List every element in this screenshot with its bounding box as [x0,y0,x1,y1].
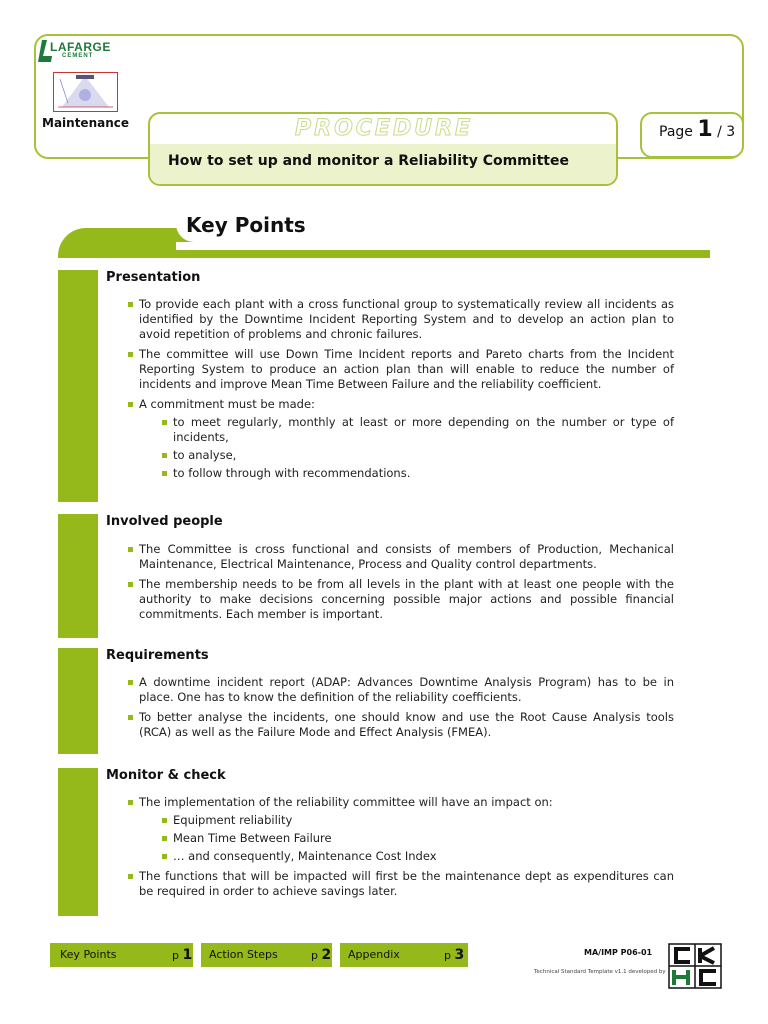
sub-list-item: … and consequently, Maintenance Cost Index [162,849,674,864]
section-marker-involved-people [58,514,98,638]
footer-page-prefix: p [444,949,451,962]
sub-list [139,415,674,481]
page-total: / 3 [717,124,736,140]
logo-text: LAFARGE [50,40,111,54]
page-current: 1 [697,117,713,142]
page-prefix: Page [659,124,693,140]
list-item: The committee will use Down Time Incident reports and Pareto charts from the Incident Reporting System to produce an action plan than will enable to reduce the number of incidents and improve Mean Time Between Failure and the reliability coefficient. [128,347,674,392]
section-heading-presentation: Presentation [106,270,201,285]
key-points-title: Key Points [186,213,306,237]
list-item [128,795,674,864]
footer-page-prefix: p [311,949,318,962]
ckc-logo [668,943,722,989]
section-heading-monitor-check: Monitor & check [106,768,226,783]
list-item: To better analyse the incidents, one should know and use the Root Cause Analysis tools (RCA) as well as the Failure Mode and Effect Analysis (FMEA). [128,710,674,740]
lafarge-logo [38,40,111,64]
document-title: How to set up and monitor a Reliability Committee [168,153,569,169]
list-item: The Committee is cross functional and consists of members of Production, Mechanical Maintenance, Electrical Maintenance, Process and Quality control departments. [128,542,674,572]
monitor-check-list [128,795,674,904]
footer-page-prefix: p [172,949,179,962]
template-note: Technical Standard Template v1.1 developed by [534,969,666,975]
list-item: A downtime incident report (ADAP: Advances Downtime Analysis Program) has to be in place. One has to know the definition of the reliability coefficients. [128,675,674,705]
section-marker-presentation [58,270,98,502]
footer-page-appendix[interactable] [444,943,464,967]
presentation-list [128,297,674,486]
sub-list [139,813,674,864]
footer-page-number: 1 [182,947,193,963]
footer-tab-action-steps[interactable]: Action Steps [209,948,278,961]
sub-list-item: Mean Time Between Failure [162,831,674,846]
sub-list-item: Equipment reliability [162,813,674,828]
sub-list-item: to follow through with recommendations. [162,466,674,481]
section-marker-monitor-check [58,768,98,916]
footer-tab-key-points[interactable]: Key Points [60,948,117,961]
key-points-bar-gap [176,242,710,250]
footer-page-key-points[interactable] [172,943,192,967]
requirements-list [128,675,674,745]
footer-nav [50,943,468,967]
department-label: Maintenance [42,116,130,130]
section-heading-requirements: Requirements [106,648,209,663]
list-item [128,397,674,481]
list-item-text: The implementation of the reliability committee will have an impact on: [139,795,553,809]
ckc-logo-icon [668,943,722,989]
footer-tab-appendix[interactable]: Appendix [348,948,400,961]
footer-page-number: 2 [321,947,332,963]
section-heading-involved-people: Involved people [106,514,223,529]
footer-page-action-steps[interactable] [311,943,331,967]
logo-subtext: CEMENT [62,53,94,59]
footer-page-number: 3 [454,947,465,963]
procedure-watermark: PROCEDURE [295,116,474,141]
page-indicator [659,117,735,142]
list-item: To provide each plant with a cross functional group to systematically review all incidents as identified by the Downtime Incident Reporting System and to develop an action plan to avoid repetition of problems and chronic failures. [128,297,674,342]
sub-list-item: to meet regularly, monthly at least or more depending on the number or type of incidents, [162,415,674,445]
footer-divider [332,943,340,967]
maintenance-cycle-icon [54,73,117,111]
list-item-text: A commitment must be made: [139,397,315,411]
list-item: The membership needs to be from all levels in the plant with at least one people with the authority to make decisions concerning possible major actions and possible financial commitments. Each member is important. [128,577,674,622]
list-item: The functions that will be impacted will first be the maintenance dept as expenditures can be required in order to achieve savings later. [128,869,674,899]
key-points-bar [58,210,710,258]
footer-divider [193,943,201,967]
document-reference: MA/IMP P06-01 [584,948,653,957]
involved-people-list [128,542,674,627]
sub-list-item: to analyse, [162,448,674,463]
section-marker-requirements [58,648,98,754]
maintenance-diagram-thumbnail [53,72,118,112]
